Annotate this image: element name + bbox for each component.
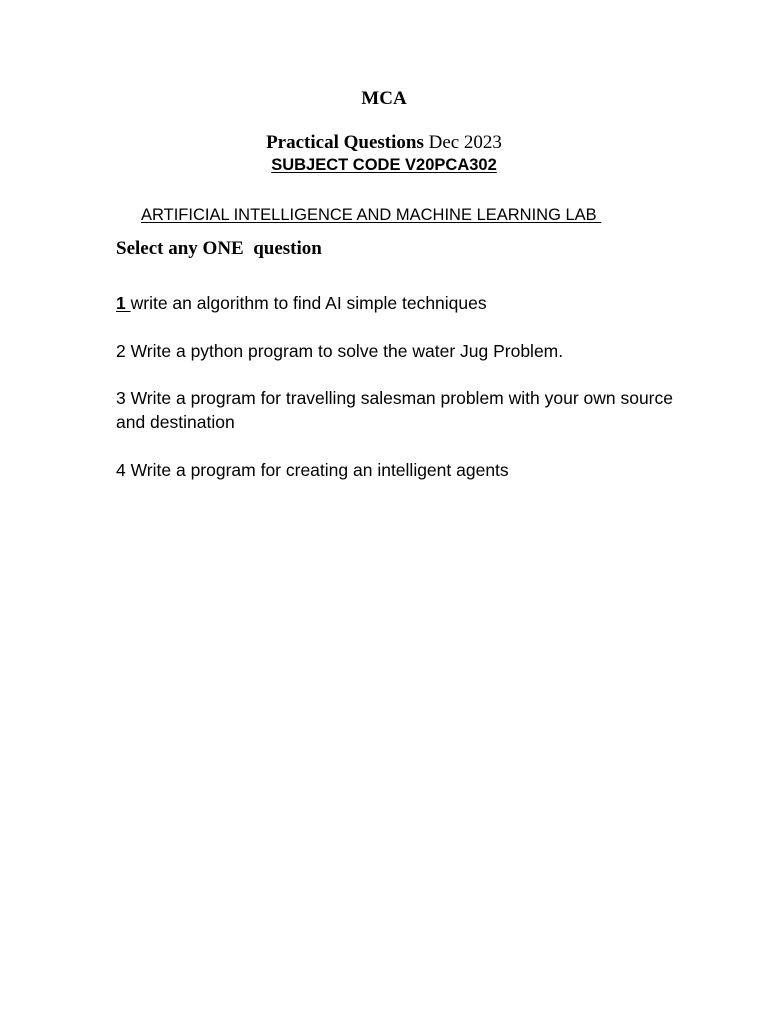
question-text: Write a program for travelling salesman problem with your own source and destination — [116, 388, 673, 432]
practical-label: Practical Questions — [266, 132, 424, 153]
question-text: write an algorithm to find AI simple techniques — [130, 293, 487, 313]
question-text: Write a program for creating an intelligent agents — [125, 460, 509, 480]
subject-code: SUBJECT CODE V20PCA302 — [271, 156, 497, 174]
question-item-4 — [116, 458, 676, 482]
question-item-3 — [116, 386, 676, 434]
program-title: MCA — [361, 88, 407, 109]
practical-date: Dec 2023 — [423, 132, 502, 153]
question-text: Write a python program to solve the water Jug Problem. — [125, 341, 564, 361]
question-item-2 — [116, 339, 676, 363]
question-number: 3 — [116, 388, 126, 408]
lab-title: ARTIFICIAL INTELLIGENCE AND MACHINE LEARNING LAB — [141, 206, 602, 224]
question-number: 2 — [116, 341, 126, 361]
practical-heading — [0, 132, 768, 154]
question-number: 4 — [116, 460, 126, 480]
instruction-text: Select any ONE question — [116, 238, 322, 259]
question-number: 1 — [116, 293, 131, 313]
question-item-1 — [116, 291, 676, 315]
